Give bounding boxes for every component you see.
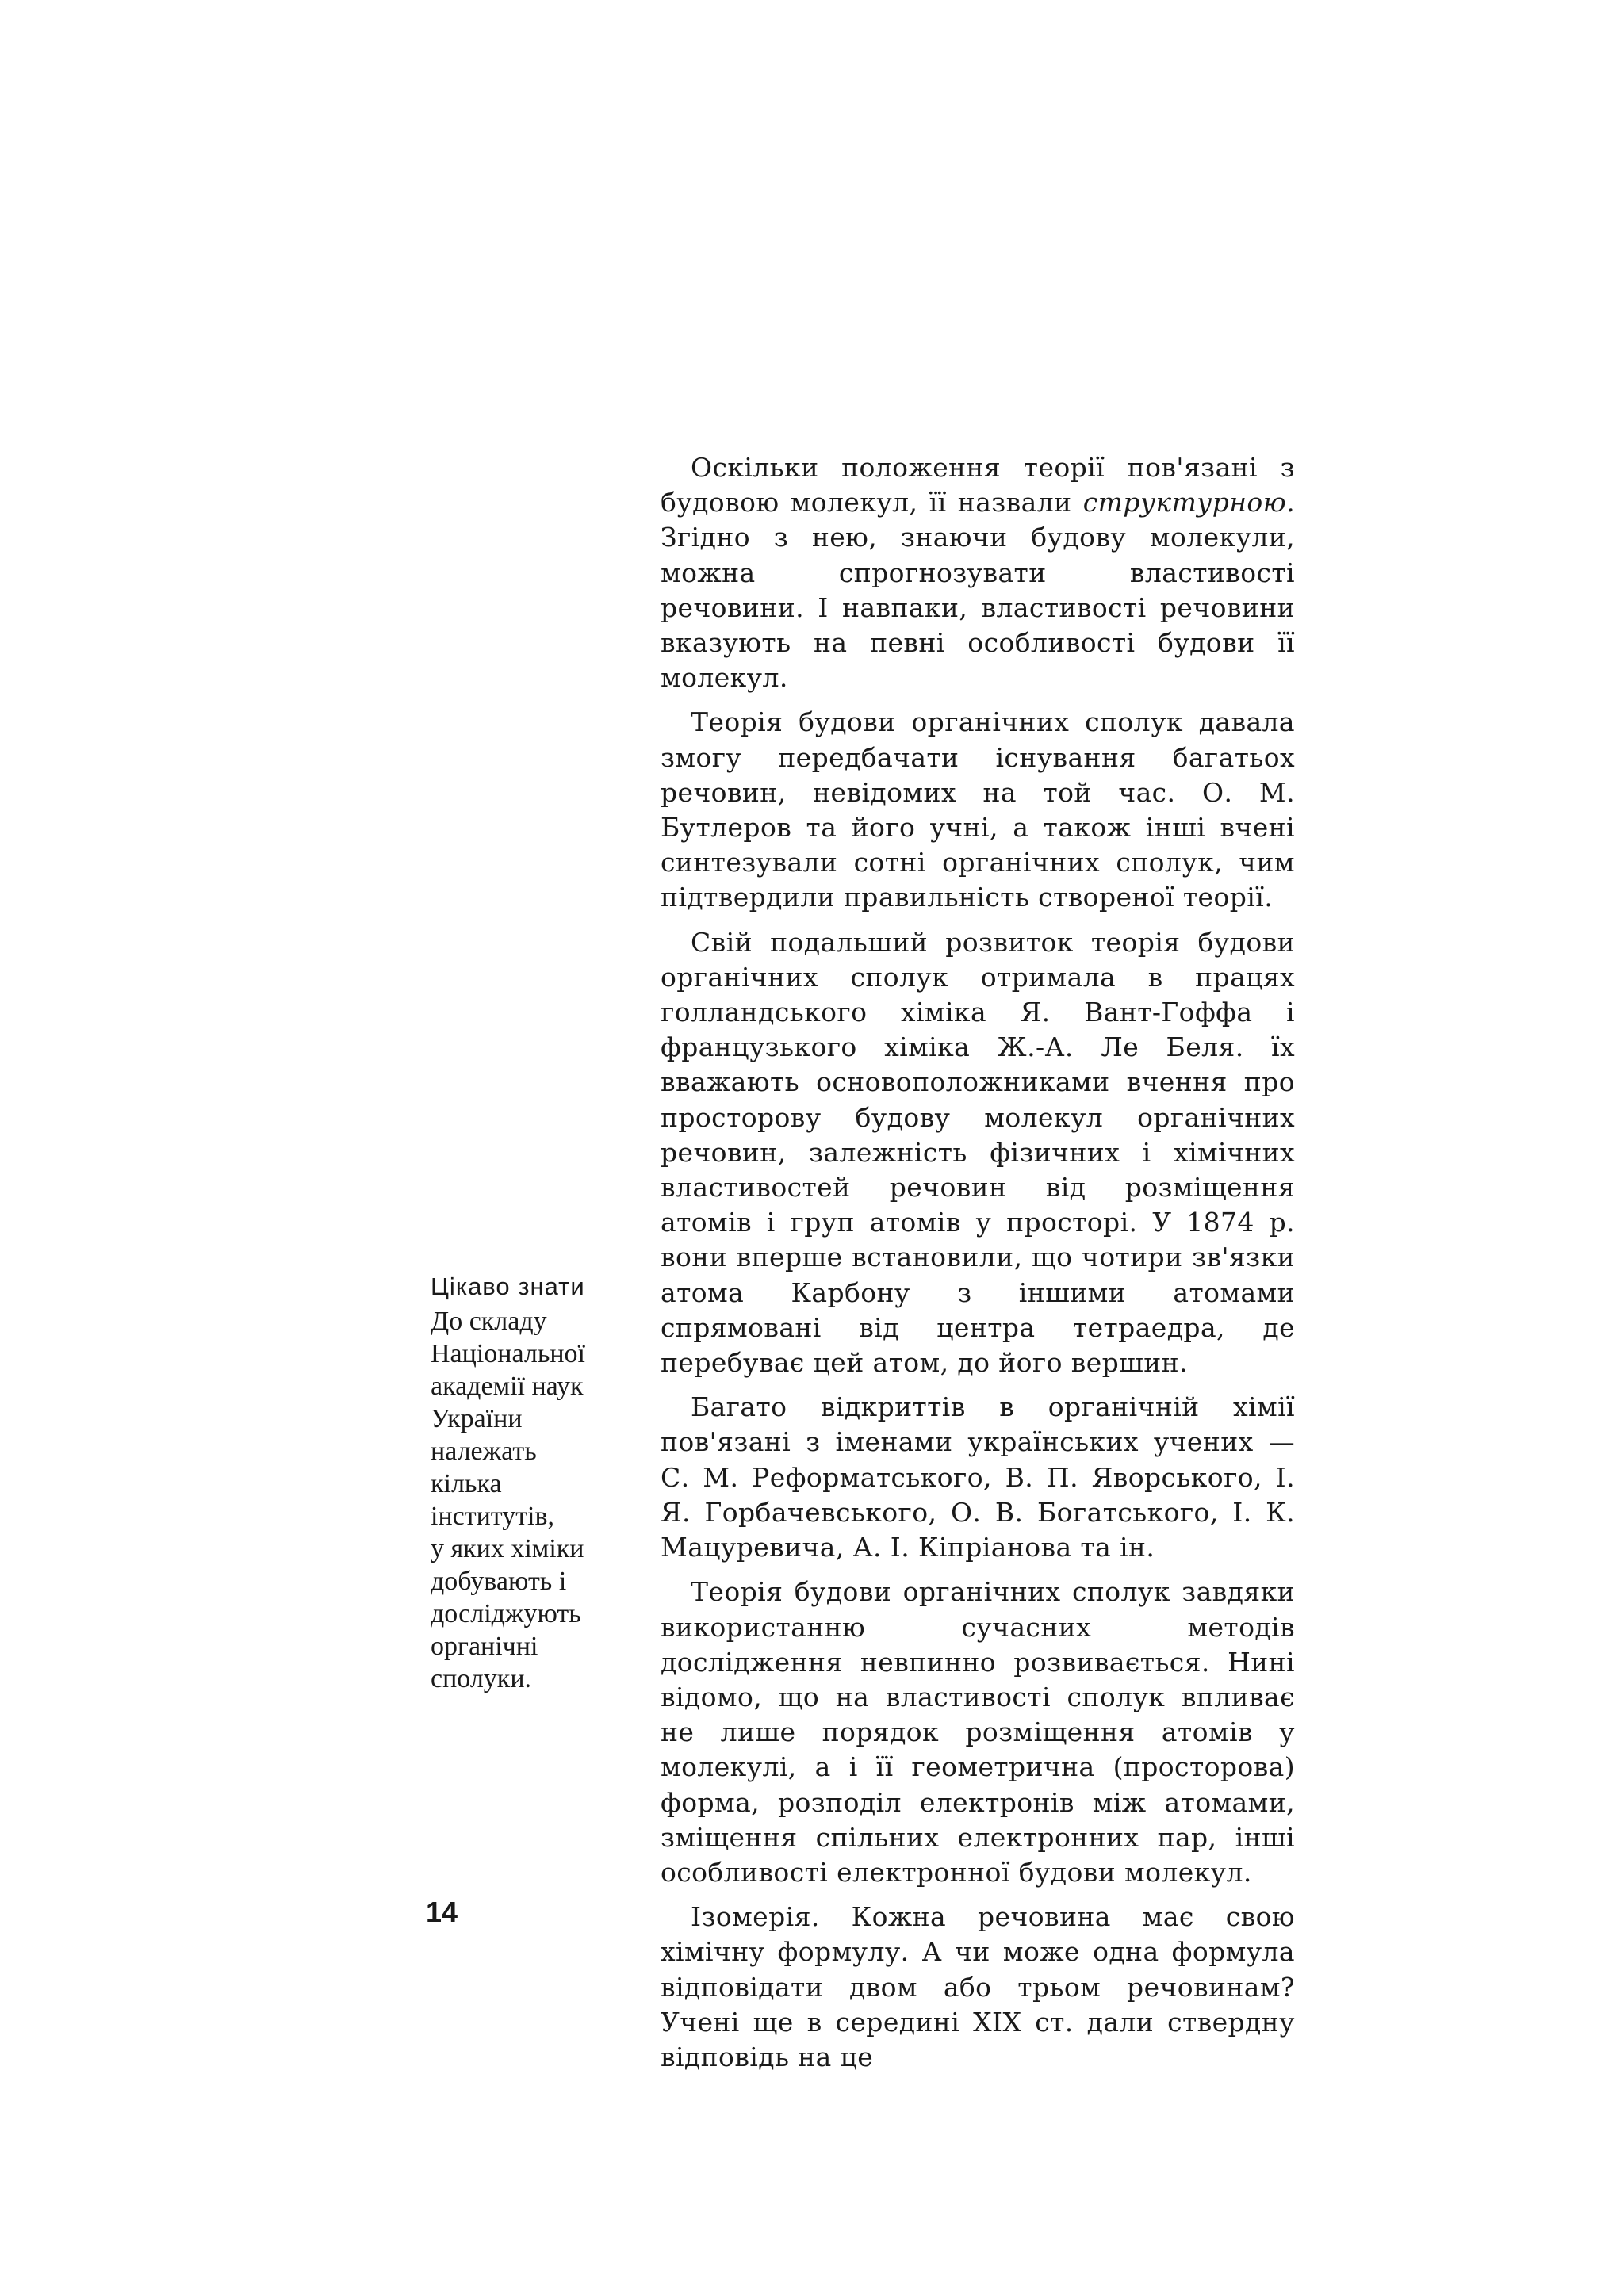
sidebar-line: належать <box>431 1437 537 1466</box>
paragraph: Теорія будови органічних сполук давала змогу передбачати існування багатьох речовин, невідомих на той час. О. М. Бутлеров та його учні, а також інші вчені синтезували сотні органічних сполук, чим підтвердили правильність створеної теорії. <box>661 706 1295 913</box>
did-you-know-sidebar <box>431 1270 629 1695</box>
sidebar-line: кілька <box>431 1469 502 1498</box>
page-number: 14 <box>426 1896 458 1928</box>
main-text-column <box>661 450 1295 2084</box>
sidebar-line: України <box>431 1404 523 1433</box>
sidebar-line: добувають і <box>431 1567 567 1596</box>
paragraph-text: Оскільки положення теорії пов'язані з будовою молекул, її назвали <box>661 452 1295 519</box>
paragraph: Багато відкриттів в органічній хімії пов'язані з іменами українських учених — С. М. Реформатського, В. П. Яворського, І. Я. Горбачевського, О. В. Богатського, І. К. Мацуревича, А. І. Кіпріанова та ін. <box>661 1391 1295 1563</box>
sidebar-line: сполуки. <box>431 1664 532 1693</box>
paragraph <box>661 450 1295 695</box>
sidebar-line: академії наук <box>431 1372 584 1401</box>
sidebar-note <box>431 1305 629 1695</box>
sidebar-line: Національної <box>431 1339 585 1368</box>
paragraph: Ізомерія. Кожна речовина має свою хімічну формулу. А чи може одна формула відповідати двом або трьом речовинам? Учені ще в середині XIX ст. дали ствердну відповідь на це <box>661 1901 1295 2072</box>
paragraph-text: Згідно з нею, знаючи будову молекули, можна спрогнозувати властивості речовини. І навпаки, властивості речовини вказують на певні особливості будови її молекул. <box>661 522 1295 694</box>
sidebar-heading: Цікаво знати <box>431 1272 585 1300</box>
sidebar-line: досліджують <box>431 1599 581 1628</box>
emphasized-term: структурною. <box>1082 487 1295 519</box>
sidebar-line: До складу <box>431 1307 547 1336</box>
sidebar-line: органічні <box>431 1632 538 1661</box>
sidebar-line: у яких хіміки <box>431 1534 584 1563</box>
paragraph: Теорія будови органічних сполук завдяки використанню сучасних методів дослідження невпинно розвивається. Нині відомо, що на властивості сполук впливає не лише порядок розміщення атомів у молекулі, а і її геометрична (просторова) форма, розподіл електронів між атомами, зміщення спільних електронних пар, інші особливості електронної будови молекул. <box>661 1576 1295 1888</box>
paragraph: Свій подальший розвиток теорія будови органічних сполук отримала в працях голландського хіміка Я. Вант-Гоффа і французького хіміка Ж.-А. Ле Беля. їх вважають основоположниками вчення про просторову будову молекул органічних речовин, залежність фізичних і хімічних властивостей речовин від розміщення атомів і груп атомів у просторі. У 1874 р. вони вперше встановили, що чотири зв'язки атома Карбону з іншими атомами спрямовані від центра тетраедра, де перебуває цей атом, до його вершин. <box>661 926 1295 1379</box>
sidebar-line: інститутів, <box>431 1502 555 1531</box>
